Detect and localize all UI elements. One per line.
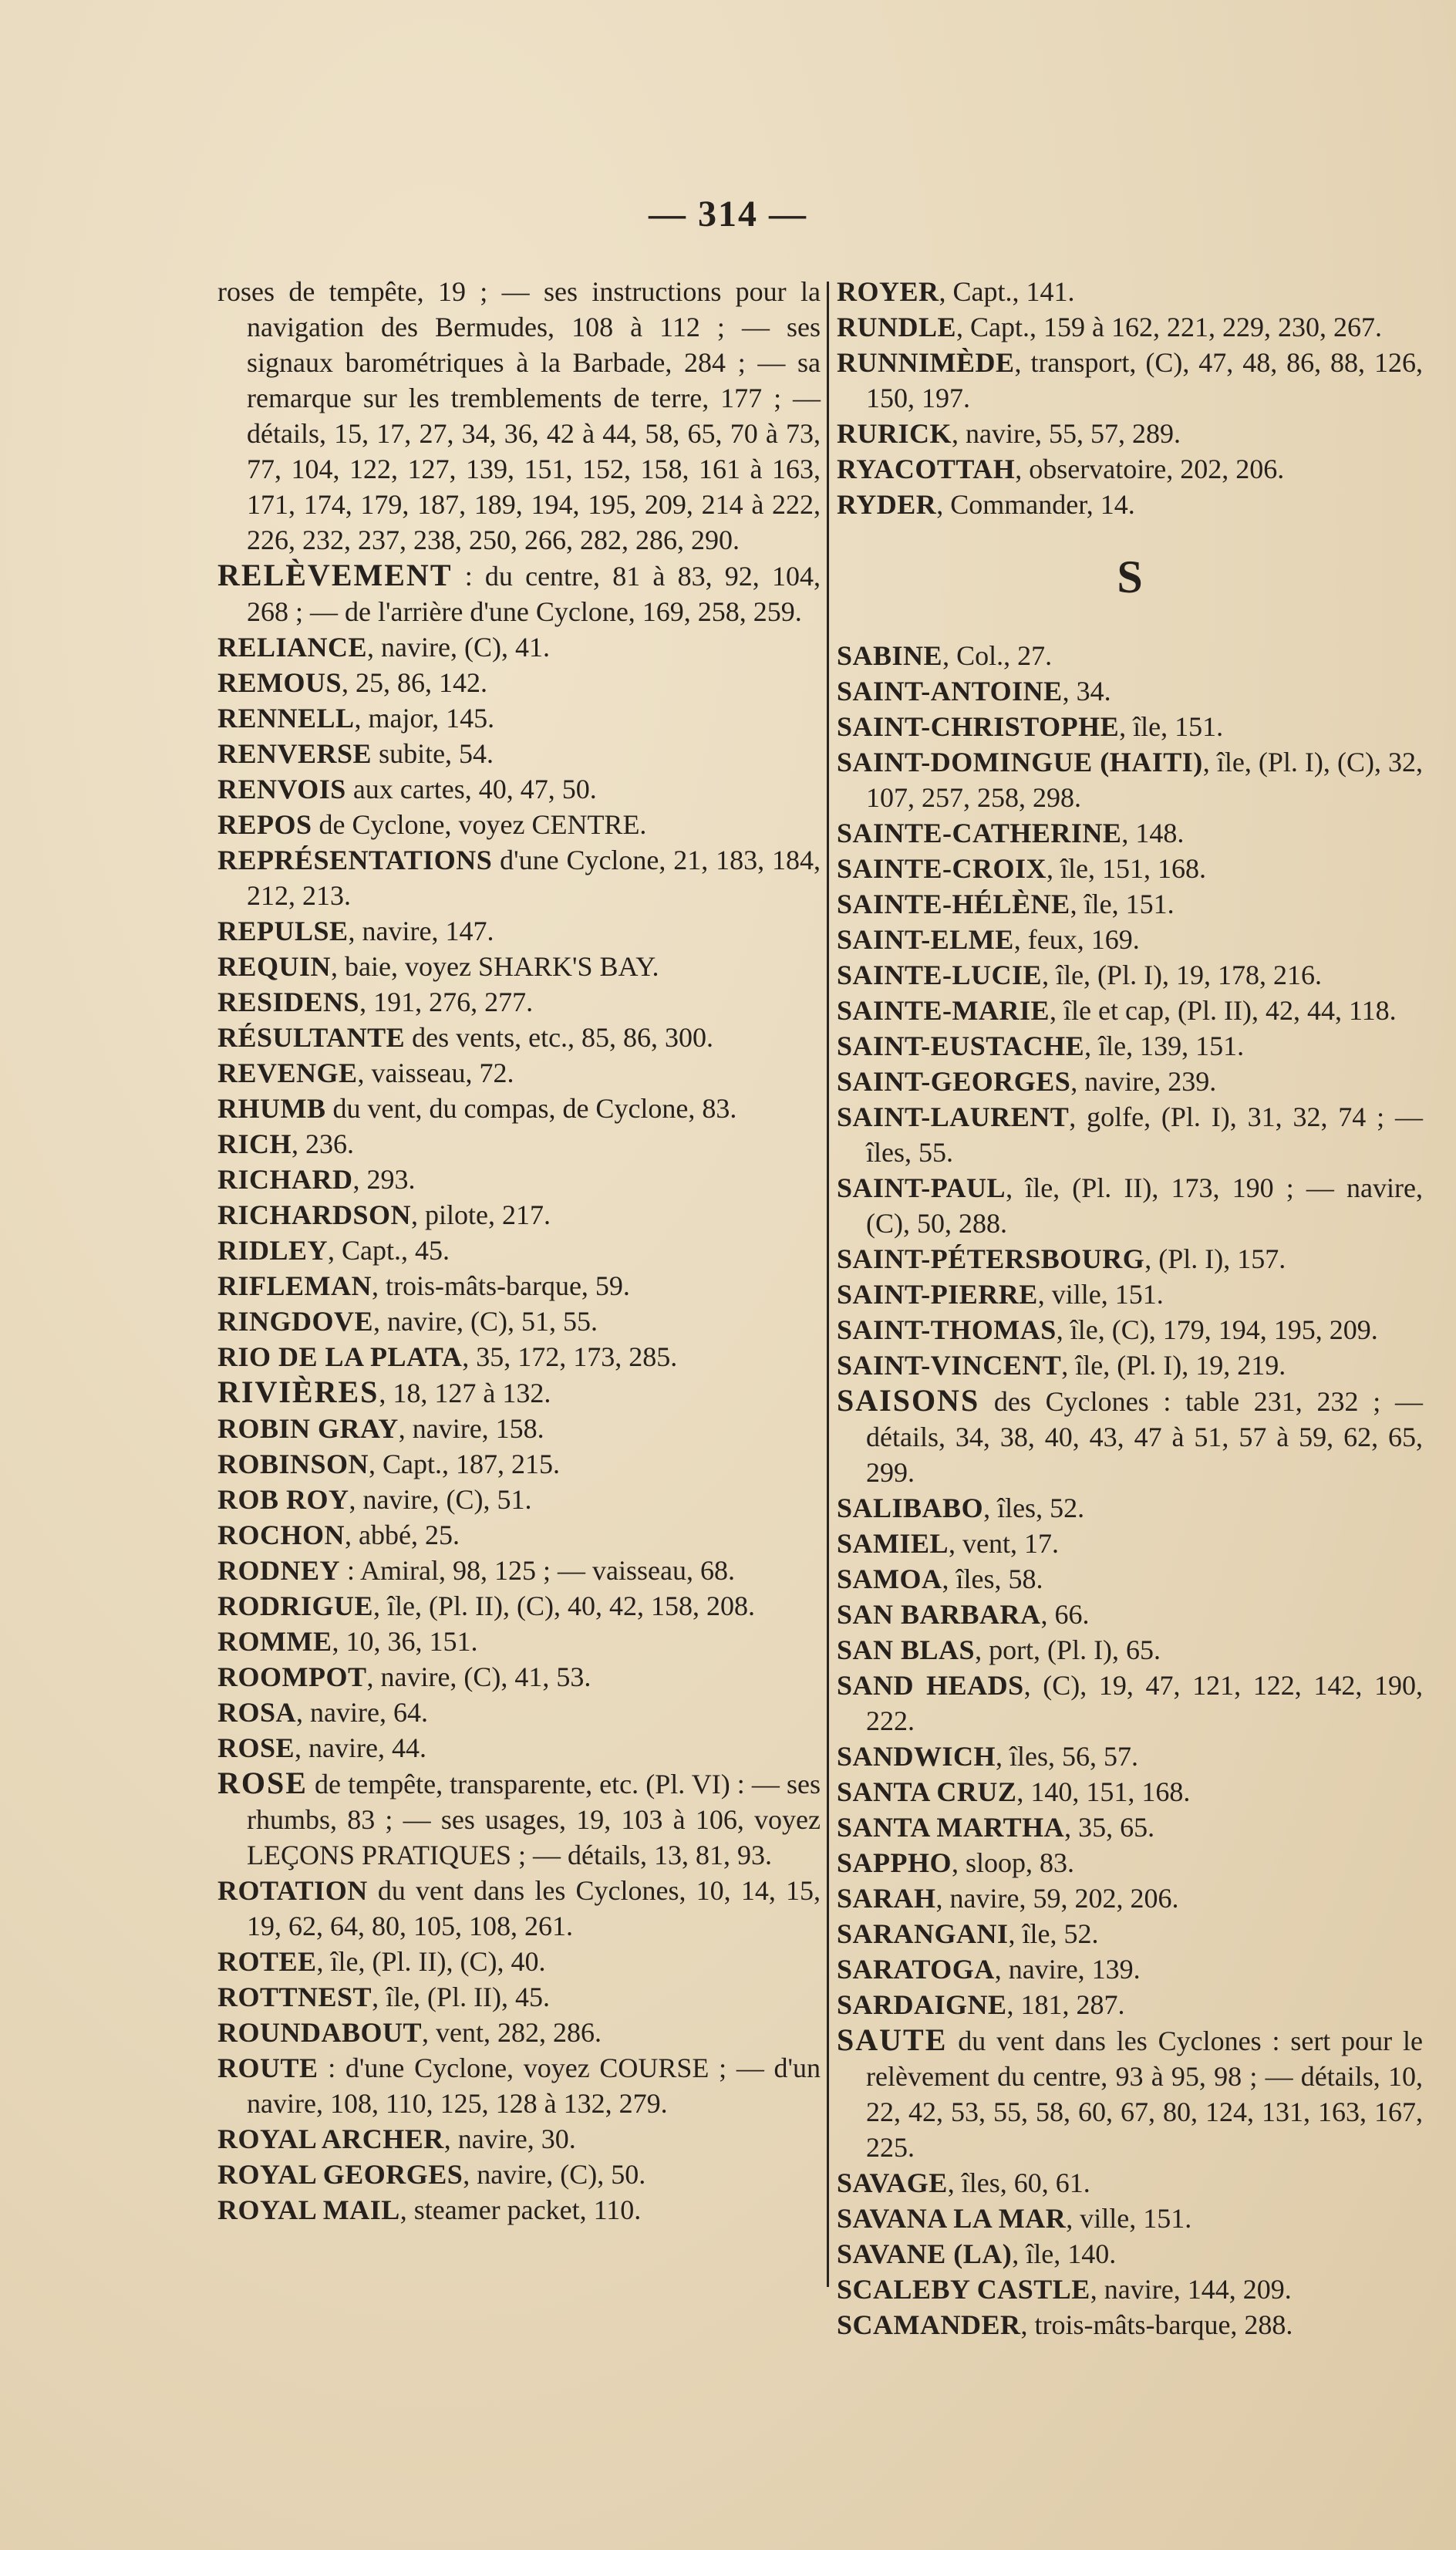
entry-references: , major, 145. (354, 703, 495, 734)
index-entry (837, 1597, 1423, 1632)
index-entry (217, 629, 821, 665)
entry-headword: ROYAL ARCHER (217, 2123, 444, 2154)
entry-headword: SCALEBY CASTLE (837, 2274, 1090, 2305)
index-entry (217, 1091, 821, 1126)
entry-references: , île, 52. (1008, 1918, 1099, 1949)
index-entry (217, 1766, 821, 1873)
index-entry (217, 1126, 821, 1162)
index-entry (217, 274, 821, 558)
entry-headword: SAINT-CHRISTOPHE (837, 711, 1120, 742)
entry-headword: RENVERSE (217, 738, 372, 769)
index-entry (837, 1987, 1423, 2022)
index-entry (217, 1979, 821, 2015)
index-entry (837, 1028, 1423, 1064)
entry-headword: RODNEY (217, 1555, 341, 1586)
entry-headword: REPULSE (217, 916, 349, 946)
entry-references: : d'une Cyclone, voyez COURSE ; — d'un navire, 108, 110, 125, 128 à 132, 279. (247, 2052, 821, 2119)
entry-headword: RENVOIS (217, 774, 346, 804)
entry-references: , navire, 139. (994, 1954, 1141, 1985)
index-entry (837, 1348, 1423, 1383)
index-entry (837, 1241, 1423, 1277)
entry-headword: RUNDLE (837, 312, 957, 342)
entry-headword: SAN BLAS (837, 1634, 976, 1665)
index-entry (837, 1632, 1423, 1668)
index-entry (837, 1668, 1423, 1739)
index-entry (837, 416, 1423, 451)
entry-references: , île, 151. (1119, 711, 1224, 742)
index-entry (217, 2015, 821, 2050)
index-entry (217, 2157, 821, 2192)
index-entry (837, 851, 1423, 886)
index-entry (217, 1339, 821, 1375)
entry-headword: RENNELL (217, 703, 355, 734)
entry-headword: ROCHON (217, 1520, 345, 1550)
index-entry (837, 2165, 1423, 2201)
entry-references: d'une Cyclone, 21, 183, 184, 212, 213. (247, 845, 821, 911)
index-entry (837, 922, 1423, 957)
section-letter: S (1117, 551, 1143, 602)
entry-references: , Capt., 187, 215. (369, 1449, 561, 1479)
index-entry (837, 2272, 1423, 2307)
index-entry (837, 2307, 1423, 2343)
entry-headword: SAVAGE (837, 2167, 948, 2198)
entry-headword: RESIDENS (217, 987, 360, 1017)
entry-references: , île, 140. (1012, 2238, 1117, 2269)
index-entry (217, 949, 821, 984)
entry-headword: SAND HEADS (837, 1670, 1024, 1701)
entry-references: du vent dans les Cyclones, 10, 14, 15, 19, 62, 64, 80, 105, 108, 261. (247, 1875, 821, 1941)
entry-headword: SAMIEL (837, 1528, 949, 1559)
entry-headword: SANTA MARTHA (837, 1812, 1065, 1843)
entry-references: , 236. (292, 1128, 355, 1159)
entry-headword: ROUTE (217, 2052, 318, 2083)
entry-headword: SAVANE (LA) (837, 2238, 1013, 2269)
index-entry (837, 1561, 1423, 1597)
entry-headword: REVENGE (217, 1057, 358, 1088)
entry-headword: SAINT-ANTOINE (837, 676, 1063, 707)
entry-references: , Commander, 14. (936, 489, 1135, 520)
index-entry (217, 1446, 821, 1482)
entry-headword: RIO DE LA PLATA (217, 1341, 463, 1372)
entry-references: , navire, 158. (398, 1413, 544, 1444)
entry-headword: ROTATION (217, 1875, 368, 1906)
column-divider (827, 282, 829, 2287)
index-entry (837, 1739, 1423, 1774)
entry-headword: ROYAL GEORGES (217, 2159, 463, 2190)
entry-references: , navire, 44. (295, 1732, 426, 1763)
entry-headword: SAINT-DOMINGUE (HAITI) (837, 747, 1203, 777)
entry-references: , golfe, (Pl. I), 31, 32, 74 ; — îles, 55. (866, 1101, 1423, 1168)
index-entry (217, 1233, 821, 1268)
index-column-right (837, 274, 1423, 2343)
index-entry (837, 309, 1423, 345)
entry-references: , île, (Pl. II), (C), 40. (316, 1946, 546, 1977)
index-entry (837, 815, 1423, 851)
entry-references: , Capt., 141. (939, 276, 1075, 307)
index-entries-r (837, 274, 1423, 522)
entry-references: , vaisseau, 72. (357, 1057, 514, 1088)
entry-references: , île, (Pl. I), (C), 32, 107, 257, 258, 298. (866, 747, 1423, 813)
entry-references: des Cyclones : table 231, 232 ; — détails, 34, 38, 40, 43, 47 à 51, 57 à 59, 62, 65, 299. (866, 1386, 1423, 1488)
index-entry (217, 736, 821, 771)
entry-headword: RICHARDSON (217, 1199, 412, 1230)
entry-headword: SAISONS (837, 1383, 980, 1418)
entry-references: , navire, 59, 202, 206. (935, 1883, 1179, 1914)
index-entry (217, 1020, 821, 1055)
entry-headword: SAINTE-MARIE (837, 995, 1050, 1026)
entry-references: , navire, (C), 51, 55. (373, 1306, 598, 1337)
index-entry (837, 2236, 1423, 2272)
entry-references: , 148. (1121, 818, 1185, 848)
entry-references: , îles, 56, 57. (996, 1741, 1139, 1772)
entry-references: , navire, 144, 209. (1090, 2274, 1292, 2305)
index-entry (217, 1553, 821, 1588)
entry-references: , îles, 58. (942, 1563, 1043, 1594)
entry-references: , transport, (C), 47, 48, 86, 88, 126, 150, 197. (866, 347, 1423, 413)
page-number: — 314 — (649, 194, 807, 234)
entry-references: des vents, etc., 85, 86, 300. (405, 1022, 714, 1053)
index-entry (837, 1277, 1423, 1312)
entry-references: , navire, (C), 41, 53. (366, 1661, 592, 1692)
index-entry (217, 842, 821, 913)
entry-references: du vent, du compas, de Cyclone, 83. (325, 1093, 737, 1124)
index-entry (217, 1197, 821, 1233)
entry-references: , 10, 36, 151. (332, 1626, 478, 1657)
entry-headword: RIFLEMAN (217, 1270, 372, 1301)
entry-references: , Capt., 159 à 162, 221, 229, 230, 267. (956, 312, 1382, 342)
entry-references: du vent dans les Cyclones : sert pour le relèvement du centre, 93 à 95, 98 ; — détails, 10, 22, 42, 53, 55, 58, 60, 67, 80, 124, 131, 163, 167, 225. (866, 2025, 1423, 2163)
index-entry (217, 771, 821, 807)
entry-headword: RURICK (837, 418, 952, 449)
entry-references: , navire, 239. (1070, 1066, 1217, 1097)
entry-headword: SABINE (837, 640, 943, 671)
entry-references: , île, (Pl. II), 173, 190 ; — navire, (C), 50, 288. (866, 1172, 1423, 1239)
entry-headword: RYACOTTAH (837, 454, 1016, 484)
index-entry (837, 744, 1423, 815)
entry-references: , île, 139, 151. (1084, 1030, 1245, 1061)
entry-references: , navire, 147. (348, 916, 494, 946)
index-entry (217, 700, 821, 736)
entry-headword: SAINT-PAUL (837, 1172, 1006, 1203)
entry-headword: SANTA CRUZ (837, 1776, 1017, 1807)
entry-headword: ROMME (217, 1626, 332, 1657)
index-entry (217, 1268, 821, 1304)
index-entry (217, 2121, 821, 2157)
index-entry (217, 558, 821, 629)
entry-headword: SARANGANI (837, 1918, 1009, 1949)
entry-references: , îles, 60, 61. (947, 2167, 1090, 2198)
entry-references: , navire, (C), 41. (367, 632, 550, 663)
entry-headword: SAINT-GEORGES (837, 1066, 1071, 1097)
entry-references: roses de tempête, 19 ; — ses instructions pour la navigation des Bermudes, 108 à 112 ; — ses signaux barométriques à la Barbade, 284 ; — sa remarque sur les tremblements de terre, 177 ; — détails, 15, 17, 27, 34, 36, 42 à 44, 58, 65, 70 à 73, 77, 104, 122, 127, 139, 151, 152, 158, 161 à 163, 171, 174, 179, 187, 189, 194, 195, 209, 214 à 222, 226, 232, 237, 238, 250, 266, 282, 286, 290. (217, 276, 821, 555)
index-entry (837, 957, 1423, 993)
entry-headword: SAINTE-CATHERINE (837, 818, 1122, 848)
entry-headword: SAINT-PIERRE (837, 1279, 1038, 1310)
entry-headword: RICHARD (217, 1164, 353, 1195)
entry-references: , sloop, 83. (952, 1847, 1075, 1878)
entry-references: , ville, 151. (1066, 2203, 1192, 2234)
entry-references: , 25, 86, 142. (342, 667, 488, 698)
entry-headword: ROYER (837, 276, 939, 307)
index-entry (837, 1916, 1423, 1951)
entry-references: , port, (Pl. I), 65. (975, 1634, 1161, 1665)
entry-references: , navire, (C), 50. (463, 2159, 646, 2190)
entry-references: , île et cap, (Pl. II), 42, 44, 118. (1050, 995, 1397, 1026)
entry-references: de tempête, transparente, etc. (Pl. VI) : — ses rhumbs, 83 ; — ses usages, 19, 103 à 106, voyez LEÇONS PRATIQUES ; — détails, 13, 81, 93. (247, 1769, 821, 1870)
index-entry (837, 2201, 1423, 2236)
entry-headword: RELIANCE (217, 632, 368, 663)
entry-headword: SARDAIGNE (837, 1989, 1007, 2020)
entry-references: , navire, 30. (443, 2123, 576, 2154)
entry-headword: ROUNDABOUT (217, 2017, 423, 2048)
index-entry (837, 1312, 1423, 1348)
index-entry (837, 638, 1423, 673)
entry-references: , steamer packet, 110. (399, 2194, 642, 2225)
entry-headword: REMOUS (217, 667, 342, 698)
entry-references: , 18, 127 à 132. (379, 1378, 551, 1408)
entry-references: , île, 151. (1070, 889, 1175, 919)
entry-headword: RODRIGUE (217, 1590, 374, 1621)
entry-references: , feux, 169. (1013, 924, 1140, 955)
entry-headword: SAINT-LAURENT (837, 1101, 1070, 1132)
index-entry (837, 1880, 1423, 1916)
entry-headword: ROYAL MAIL (217, 2194, 400, 2225)
index-entry (217, 1304, 821, 1339)
entry-references: , Col., 27. (942, 640, 1053, 671)
entry-references: , île, (Pl. I), 19, 178, 216. (1042, 960, 1323, 990)
entry-headword: SCAMANDER (837, 2309, 1021, 2340)
entry-headword: SAN BARBARA (837, 1599, 1041, 1630)
entry-references: , ville, 151. (1037, 1279, 1164, 1310)
entry-references: , 34. (1062, 676, 1111, 707)
entry-references: , navire, 55, 57, 289. (952, 418, 1181, 449)
entry-headword: ROBIN GRAY (217, 1413, 399, 1444)
entry-headword: SARAH (837, 1883, 936, 1914)
entry-headword: SARATOGA (837, 1954, 995, 1985)
entry-headword: ROSE (217, 1732, 295, 1763)
index-entry (837, 1526, 1423, 1561)
index-column-left (217, 274, 821, 2228)
index-entry (837, 345, 1423, 416)
entry-headword: RIDLEY (217, 1235, 329, 1266)
index-entry (837, 1064, 1423, 1099)
entry-references: , 35, 172, 173, 285. (462, 1341, 678, 1372)
entry-references: , observatoire, 202, 206. (1015, 454, 1285, 484)
index-entry (217, 1659, 821, 1695)
entry-references: subite, 54. (372, 738, 494, 769)
index-entry (217, 1588, 821, 1624)
index-entry (217, 807, 821, 842)
entry-headword: RHUMB (217, 1093, 326, 1124)
index-entry (837, 451, 1423, 487)
entry-headword: RÉSULTANTE (217, 1022, 406, 1053)
entry-headword: RICH (217, 1128, 292, 1159)
entry-references: , 35, 65. (1064, 1812, 1155, 1843)
entry-references: , vent, 282, 286. (422, 2017, 602, 2048)
entry-references: , (C), 19, 47, 121, 122, 142, 190, 222. (866, 1670, 1423, 1736)
entry-headword: SAUTE (837, 2022, 948, 2057)
entry-headword: SAINT-THOMAS (837, 1314, 1057, 1345)
entry-headword: RINGDOVE (217, 1306, 374, 1337)
entry-headword: ROBINSON (217, 1449, 369, 1479)
index-entry (217, 1055, 821, 1091)
index-entry (217, 1873, 821, 1944)
index-entry (217, 1695, 821, 1730)
index-entry (217, 2192, 821, 2228)
entry-references: , trois-mâts-barque, 288. (1020, 2309, 1293, 2340)
entry-references: , île, 151, 168. (1046, 853, 1207, 884)
entry-headword: ROTEE (217, 1946, 317, 1977)
entry-references: : du centre, 81 à 83, 92, 104, 268 ; — de l'arrière d'une Cyclone, 169, 258, 259. (247, 561, 821, 627)
index-entry (217, 665, 821, 700)
index-entry (837, 274, 1423, 309)
entry-headword: SAMOA (837, 1563, 942, 1594)
entry-references: , (Pl. I), 157. (1144, 1243, 1286, 1274)
entry-references: , trois-mâts-barque, 59. (372, 1270, 630, 1301)
index-entry (837, 1774, 1423, 1810)
entry-headword: ROTTNEST (217, 1982, 372, 2012)
index-entry (217, 1730, 821, 1766)
entry-headword: RIVIÈRES (217, 1375, 379, 1409)
index-entries-s (837, 638, 1423, 2343)
entry-headword: SAINTE-LUCIE (837, 960, 1043, 990)
index-entry (837, 1170, 1423, 1241)
entry-references: , île, (Pl. I), 19, 219. (1061, 1350, 1286, 1381)
index-entry (217, 1624, 821, 1659)
entry-references: , 293. (352, 1164, 416, 1195)
index-entry (217, 984, 821, 1020)
entry-headword: REQUIN (217, 951, 332, 982)
index-entry (837, 993, 1423, 1028)
entry-headword: ROB ROY (217, 1484, 349, 1515)
entry-references: de Cyclone, voyez CENTRE. (312, 809, 647, 840)
index-entry (837, 1099, 1423, 1170)
entry-headword: SANDWICH (837, 1741, 996, 1772)
index-entry (217, 913, 821, 949)
entry-headword: SAVANA LA MAR (837, 2203, 1067, 2234)
entry-references: , pilote, 217. (411, 1199, 551, 1230)
entry-headword: REPOS (217, 809, 312, 840)
index-entry (217, 2050, 821, 2121)
index-entry (837, 673, 1423, 709)
entry-references: , Capt., 45. (328, 1235, 450, 1266)
entry-references: , 140, 151, 168. (1016, 1776, 1191, 1807)
entry-headword: RELÈVEMENT (217, 558, 453, 592)
index-entry (837, 1845, 1423, 1880)
entry-references: , île, (Pl. II), (C), 40, 42, 158, 208. (373, 1590, 755, 1621)
index-entry (217, 1517, 821, 1553)
entry-headword: SAPPHO (837, 1847, 952, 1878)
index-entry (837, 2022, 1423, 2165)
entry-headword: ROSA (217, 1697, 297, 1728)
entry-references: , île, (C), 179, 194, 195, 209. (1056, 1314, 1378, 1345)
index-entry (217, 1375, 821, 1411)
entry-references: , île, (Pl. II), 45. (372, 1982, 551, 2012)
index-entry (837, 487, 1423, 522)
index-entry (837, 886, 1423, 922)
entry-references: , 181, 287. (1006, 1989, 1125, 2020)
entry-references: : Amiral, 98, 125 ; — vaisseau, 68. (340, 1555, 735, 1586)
index-entry (217, 1411, 821, 1446)
entry-headword: ROOMPOT (217, 1661, 367, 1692)
index-entry (217, 1162, 821, 1197)
entry-headword: SAINT-PÉTERSBOURG (837, 1243, 1145, 1274)
entry-references: , 191, 276, 277. (359, 987, 534, 1017)
index-entry (837, 1383, 1423, 1490)
entry-headword: REPRÉSENTATIONS (217, 845, 493, 875)
entry-references: , navire, 64. (296, 1697, 428, 1728)
index-entry (837, 1951, 1423, 1987)
entry-headword: RYDER (837, 489, 937, 520)
entry-references: , navire, (C), 51. (349, 1484, 532, 1515)
index-entry (837, 709, 1423, 744)
entry-headword: SAINT-ELME (837, 924, 1014, 955)
entry-references: , baie, voyez SHARK'S BAY. (331, 951, 659, 982)
entry-headword: SAINT-VINCENT (837, 1350, 1062, 1381)
entry-references: , vent, 17. (949, 1528, 1060, 1559)
entry-headword: ROSE (217, 1766, 308, 1800)
entry-headword: RUNNIMÈDE (837, 347, 1015, 378)
index-entry (217, 1482, 821, 1517)
entry-references: , abbé, 25. (345, 1520, 460, 1550)
entry-headword: SALIBABO (837, 1493, 984, 1523)
entry-headword: SAINTE-CROIX (837, 853, 1047, 884)
entry-references: aux cartes, 40, 47, 50. (345, 774, 597, 804)
index-entry (217, 1944, 821, 1979)
entry-headword: SAINT-EUSTACHE (837, 1030, 1085, 1061)
entry-headword: SAINTE-HÉLÈNE (837, 889, 1070, 919)
index-entry (837, 1490, 1423, 1526)
entry-references: , îles, 52. (983, 1493, 1085, 1523)
entry-references: , 66. (1040, 1599, 1090, 1630)
index-entry (837, 1810, 1423, 1845)
